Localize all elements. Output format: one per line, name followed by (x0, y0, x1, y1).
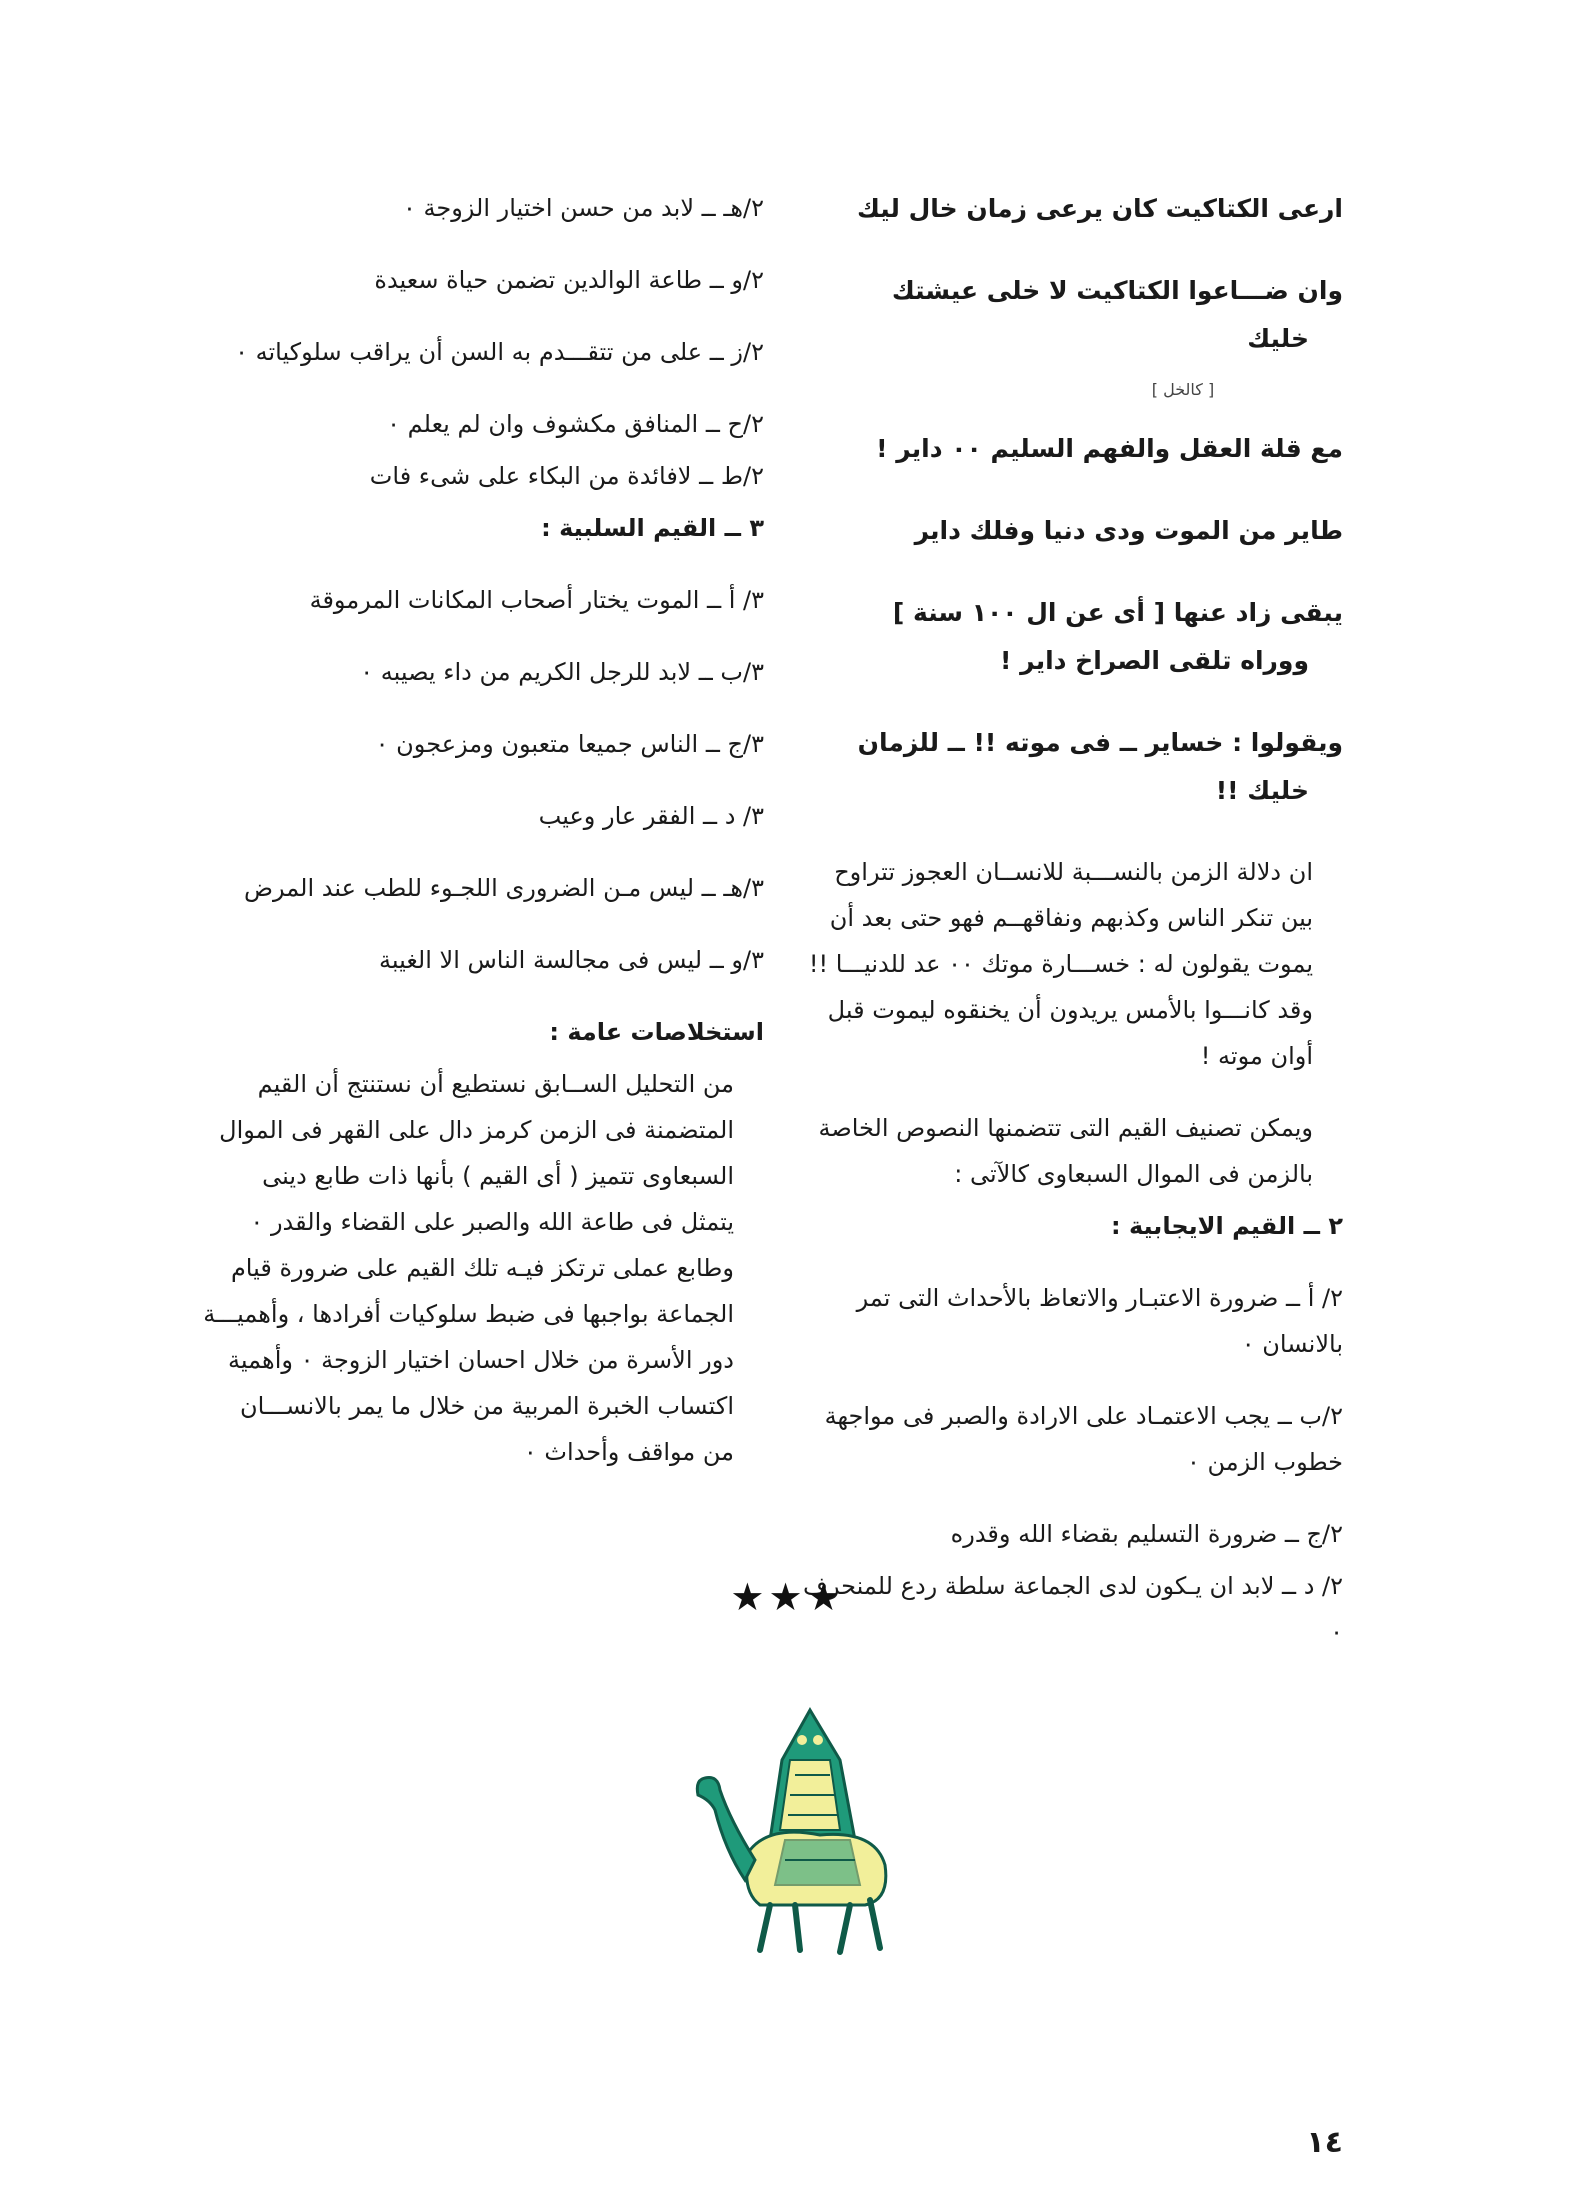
poem-line: خليك (1247, 324, 1309, 353)
list-item: ٢/ج ــ ضرورة التسليم بقضاء الله وقدره (950, 1520, 1343, 1548)
poem-verse-2 (803, 267, 1343, 363)
list-item: ٣/ د ــ الفقر عار وعيب (538, 802, 764, 830)
page-number: ١٤ (1306, 2125, 1343, 2160)
poem-line: يبقى زاد عنها [ أى عن ال ١٠٠ سنة ] (892, 598, 1343, 627)
paragraph: ويمكن تصنيف القيم التى تتضمنها النصوص الخاصة بالزمن فى الموال السبعاوى كالآتى : (818, 1114, 1313, 1188)
poem-verse-3 (803, 425, 1343, 473)
poem-line: مع قلة العقل والفهم السليم ٠٠ داير ! (876, 434, 1343, 463)
list-item: ٣/ب ــ لابد للرجل الكريم من داء يصيبه ٠ (360, 658, 764, 686)
list-item: ٣/ أ ــ الموت يختار أصحاب المكانات المرموقة (309, 586, 764, 614)
left-column (202, 185, 764, 1501)
poem-line: خليك !! (1215, 776, 1309, 805)
section-heading-negative: ٣ ــ القيم السلبية : (541, 514, 764, 542)
camel-illustration (690, 1700, 920, 1960)
list-item: ٢/ أ ــ ضرورة الاعتبـار والاتعاظ بالأحداث التى تمر بالانسان ٠ (856, 1284, 1343, 1358)
poem-verse-6 (803, 719, 1343, 815)
poem-verse-4 (803, 507, 1343, 555)
poem-verse-1 (803, 185, 1343, 233)
poem-verse-5 (803, 589, 1343, 685)
list-item: ٢/ط ــ لافائدة من البكاء على شىء فات (369, 462, 764, 490)
list-item: ٣/ج ــ الناس جميعا متعبون ومزعجون ٠ (375, 730, 764, 758)
list-item: ٣/و ــ ليس فى مجالسة الناس الا الغيبة (378, 946, 764, 974)
list-item: ٢/ د ــ لابد ان يـكون لدى الجماعة سلطة ردع للمنحرف ٠ (803, 1572, 1343, 1646)
section-divider-stars: ★★★ (730, 1575, 845, 1619)
paragraph: ان دلالة الزمن بالنســـبة للانســان العجوز تتراوح بين تنكر الناس وكذبهم ونفاقهــم فهو حتى بعد أن يموت يقولون له : خســـارة موتك ٠٠ عد للدنيـــا !! وقد كانـــوا بالأمس يريدون أن يخنقوه ليموت قبل أوان موته ! (808, 858, 1313, 1070)
section-heading-positive: ٢ ــ القيم الايجابية : (1111, 1212, 1343, 1240)
poem-line: ووراه تلقى الصراخ داير ! (1000, 646, 1309, 675)
poem-line: ويقولوا : خساير ــ فى موته !! ــ للزمان (857, 728, 1343, 757)
poem-line: طاير من الموت ودى دنيا وفلك داير (914, 516, 1343, 545)
list-item: ٢/ب ــ يجب الاعتمـاد على الارادة والصبر فى مواجهة خطوب الزمن ٠ (824, 1402, 1343, 1476)
conclusion-paragraph: من التحليل الســابق نستطيع أن نستنتج أن القيم المتضمنة فى الزمن كرمز دال على القهر فى الموال السبعاوى تتميز ( أى القيم ) بأنها ذات طابع دينى يتمثل فى طاعة الله والصبر على القضاء والقدر ٠ وطابع عملى ترتكز فيـه تلك القيم على ضرورة قيام الجماعة بواجبها فى ضبط سلوكيات أفرادها ، وأهميـــة دور الأسرة من خلال احسان اختيار الزوجة ٠ وأهمية اكتساب الخبرة المربية من خلال ما يمر بالانســـان من مواقف وأحداث ٠ (203, 1070, 734, 1466)
list-item: ٣/هـ ــ ليس مـن الضرورى اللجـوء للطب عند المرض (244, 874, 764, 902)
poem-line: وان ضـــاعوا الكتاكيت لا خلى عيشتك (891, 276, 1343, 305)
list-item: ٢/ح ــ المنافق مكشوف وان لم يعلم ٠ (387, 410, 764, 438)
poem-line: ارعى الكتاكيت كان يرعى زمان خال ليك (857, 194, 1343, 223)
right-column (803, 185, 1343, 1681)
section-heading-conclusions: استخلاصات عامة : (549, 1018, 764, 1046)
list-item: ٢/و ــ طاعة الوالدين تضمن حياة سعيدة (374, 266, 764, 294)
poem-footnote: [ كالخل ] (1151, 380, 1215, 399)
list-item: ٢/ز ــ على من تتقـــدم به السن أن يراقب سلوكياته ٠ (235, 338, 764, 366)
list-item: ٢/هـ ــ لابد من حسن اختيار الزوجة ٠ (402, 194, 764, 222)
